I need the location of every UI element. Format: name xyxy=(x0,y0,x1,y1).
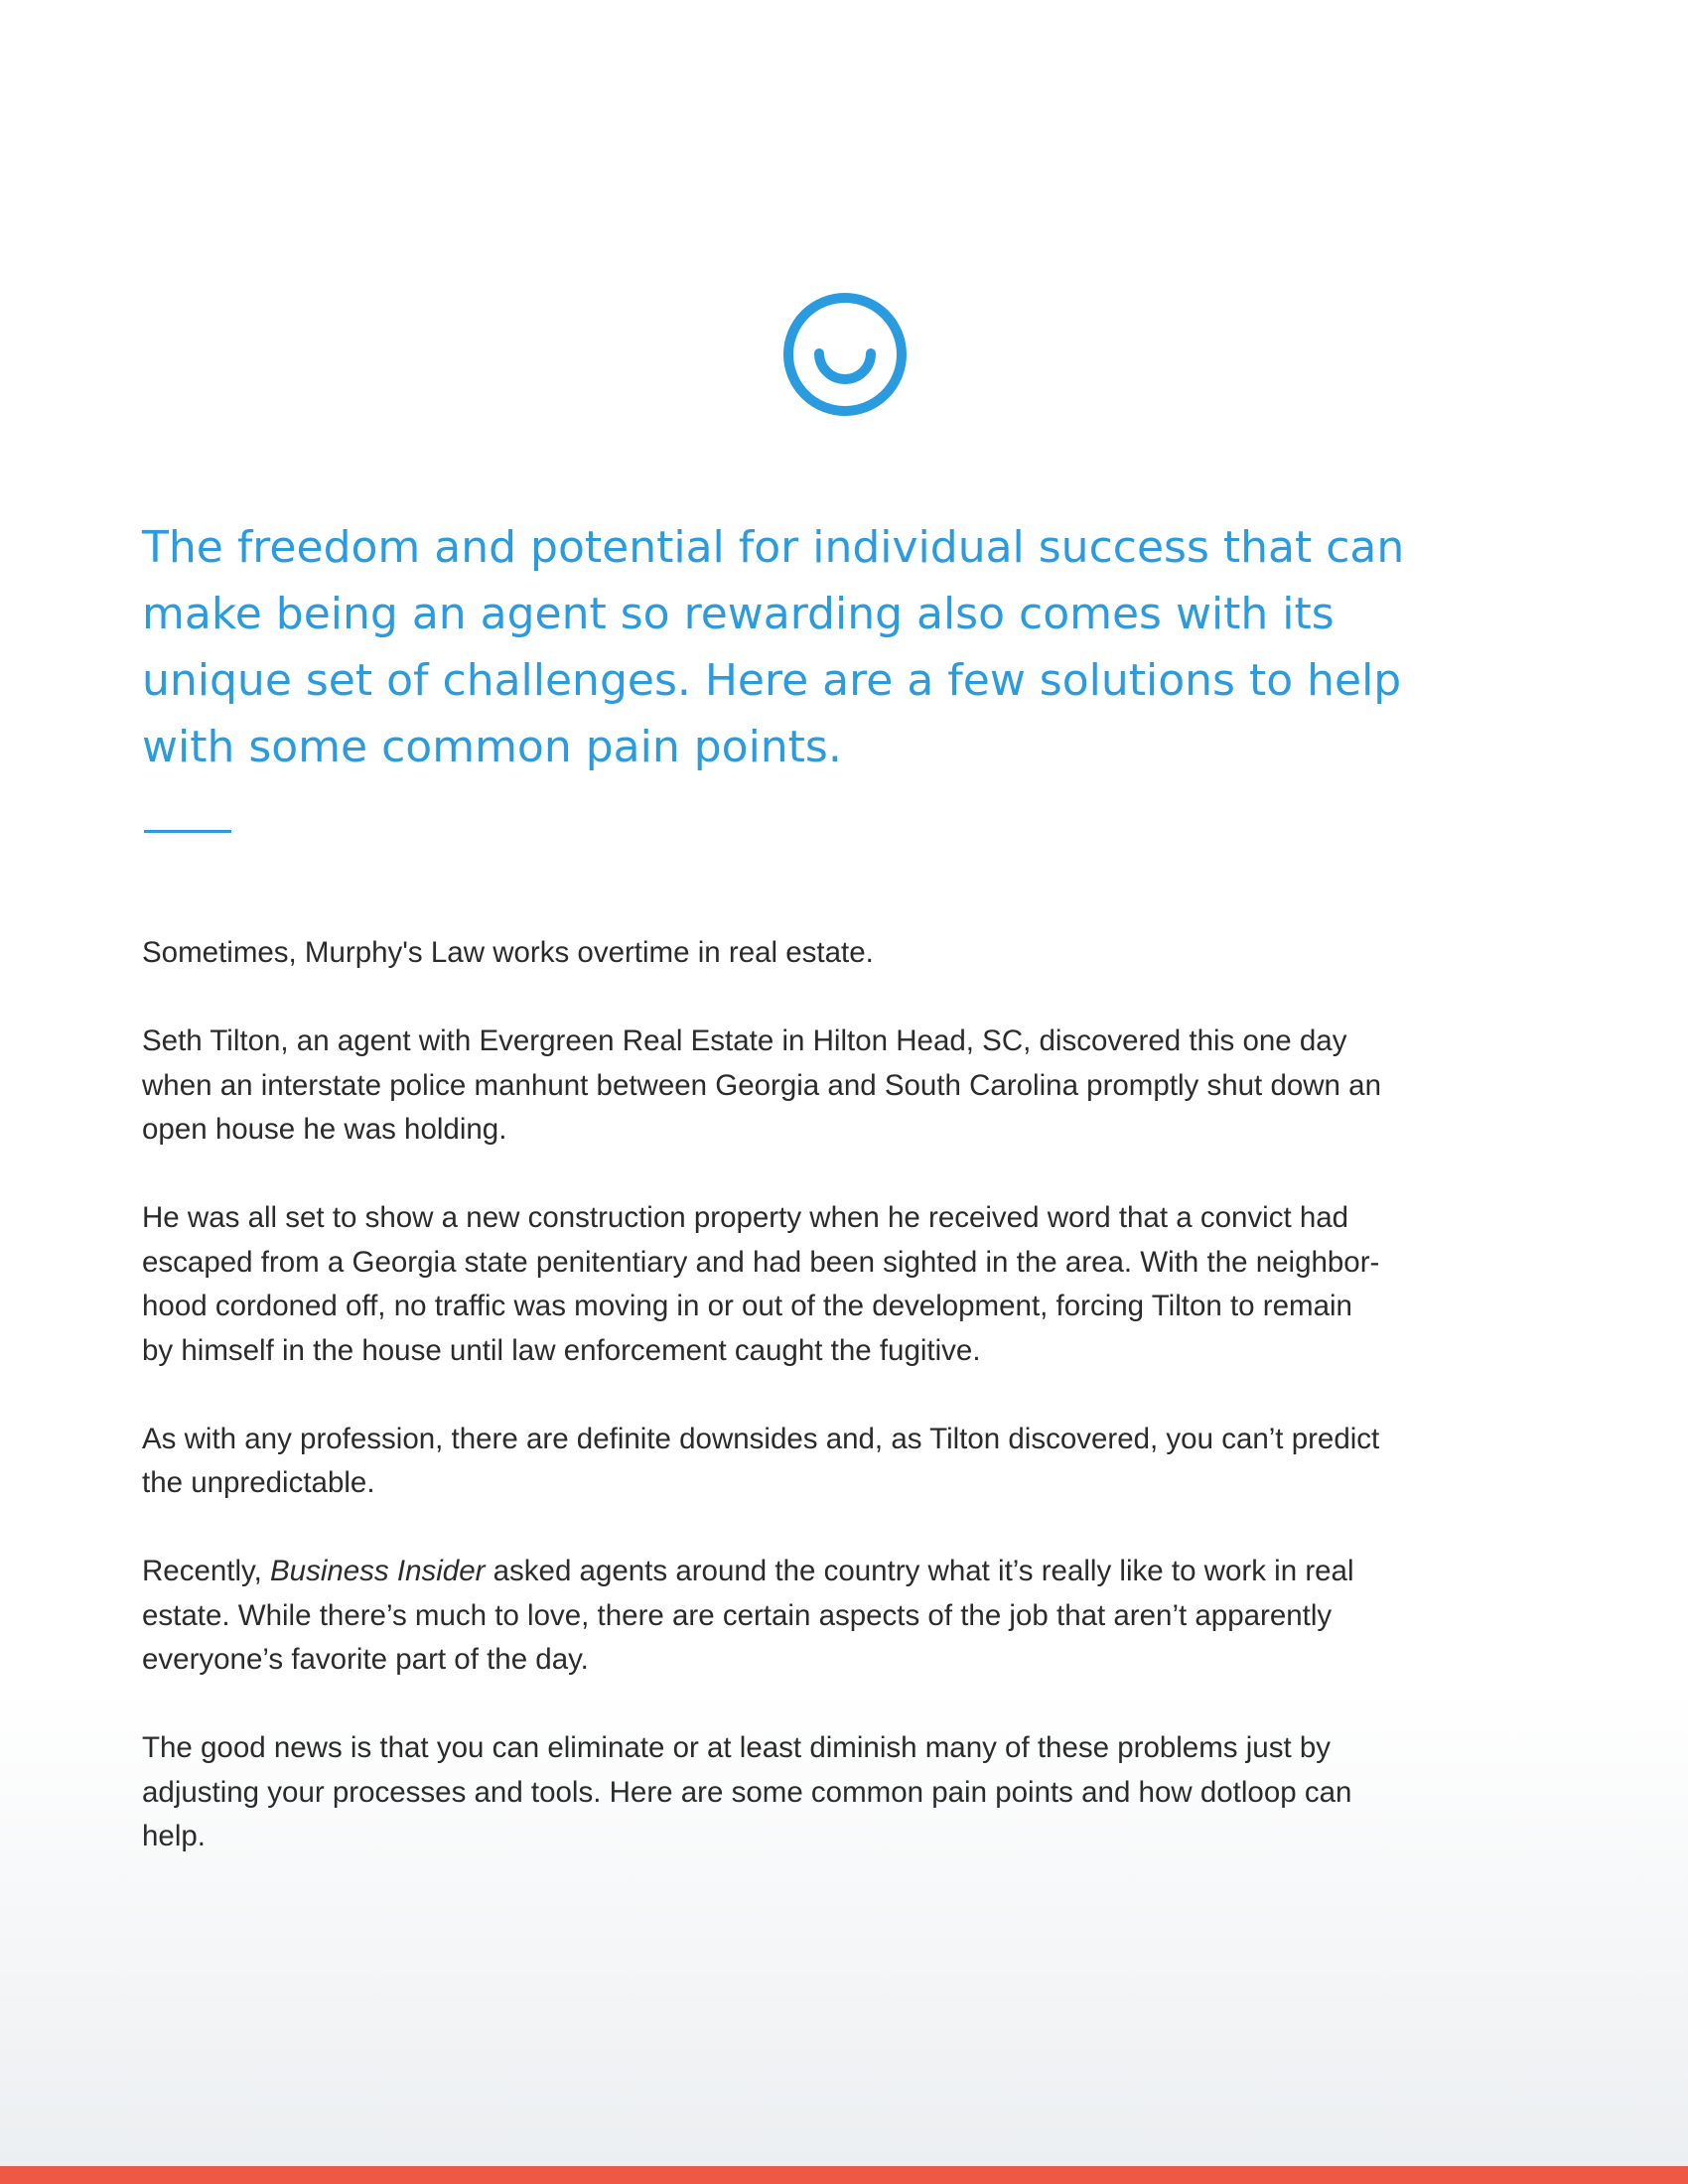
text-line: by himself in the house until law enforcement caught the fugitive. xyxy=(142,1333,981,1367)
text-line: escaped from a Georgia state penitentiary and had been sighted in the area. With the neighbor- xyxy=(142,1245,1380,1279)
headline-line: make being an agent so rewarding also comes with its xyxy=(142,589,1335,639)
text-run: Recently, xyxy=(142,1555,270,1587)
smiley-icon xyxy=(782,292,908,417)
paragraph-business-insider xyxy=(142,1550,1552,1683)
paragraph-good-news xyxy=(142,1726,1552,1859)
headline xyxy=(142,514,1433,780)
headline-line: with some common pain points. xyxy=(142,722,842,772)
text-line: estate. While there’s much to love, there are certain aspects of the job that aren’t apparently xyxy=(142,1598,1333,1632)
paragraph-seth-tilton xyxy=(142,1020,1552,1153)
headline-divider xyxy=(144,830,231,833)
paragraph-convict xyxy=(142,1196,1552,1373)
text-line: adjusting your processes and tools. Here are some common pain points and how dotloop can xyxy=(142,1775,1352,1809)
headline-line: The freedom and potential for individual success that can xyxy=(142,522,1405,573)
headline-line: unique set of challenges. Here are a few solutions to help xyxy=(142,655,1402,706)
text-run: asked agents around the country what it’s really like to work in real xyxy=(485,1555,1354,1587)
text-line: Seth Tilton, an agent with Evergreen Real Estate in Hilton Head, SC, discovered this one day xyxy=(142,1024,1347,1057)
text-line xyxy=(142,1550,1552,1594)
text-line: help. xyxy=(142,1820,206,1852)
body-text xyxy=(142,931,1552,1903)
text-line: He was all set to show a new construction property when he received word that a convict had xyxy=(142,1201,1349,1234)
text-line: when an interstate police manhunt between Georgia and South Carolina promptly shut down an xyxy=(142,1068,1381,1102)
publication-name: Business Insider xyxy=(269,1555,486,1587)
text-line: hood cordoned off, no traffic was moving in or out of the development, forcing Tilton to remain xyxy=(142,1290,1352,1322)
paragraph-downsides xyxy=(142,1418,1552,1506)
text-line: the unpredictable. xyxy=(142,1466,375,1499)
text-line: open house he was holding. xyxy=(142,1113,507,1146)
paragraph-murphys-law xyxy=(142,931,1552,976)
text-line: As with any profession, there are definite downsides and, as Tilton discovered, you can’t predict xyxy=(142,1422,1380,1455)
text-line: The good news is that you can eliminate or at least diminish many of these problems just by xyxy=(142,1731,1331,1764)
bottom-accent-bar xyxy=(0,2166,1688,2184)
text-line: everyone’s favorite part of the day. xyxy=(142,1643,589,1676)
text-line: Sometimes, Murphy's Law works overtime in real estate. xyxy=(142,936,874,969)
